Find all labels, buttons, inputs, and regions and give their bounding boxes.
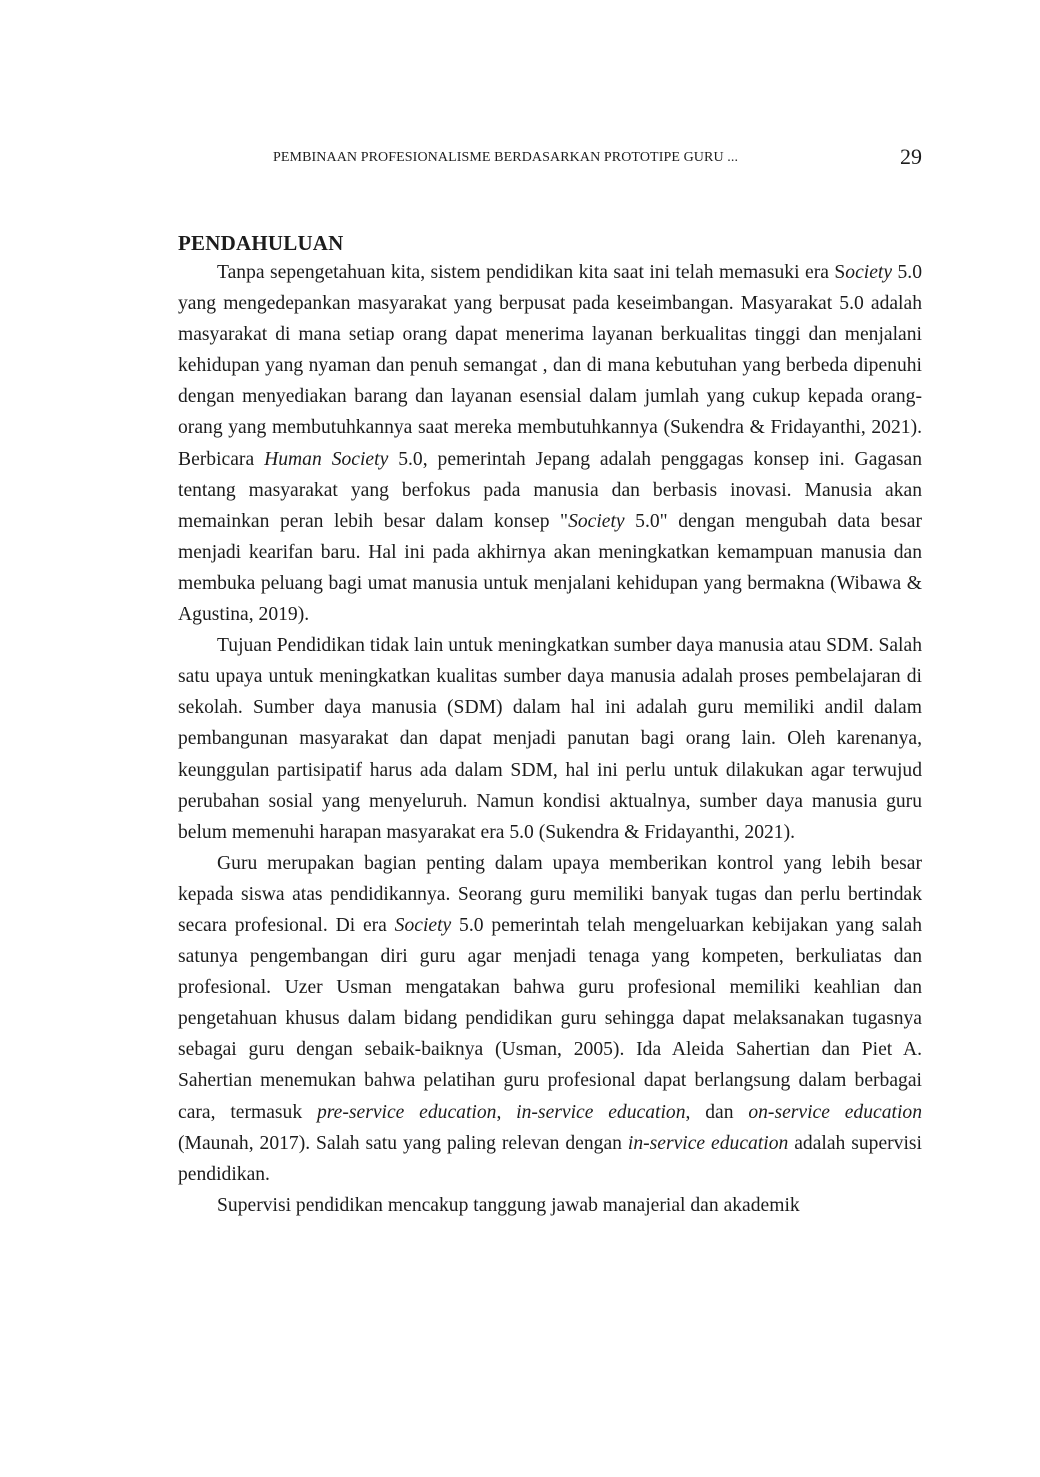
paragraph-4-text-1: Supervisi pendidikan mencakup tanggung jawab manajerial dan akademik: [217, 1194, 800, 1216]
paragraph-1-text-4: 5.0" dengan mengubah data besar menjadi kearifan baru. Hal ini pada akhirnya akan meningkatkan kemampuan manusia dan membuka peluang bagi umat manusia untuk menjalani kehidupan yang bermakna (Wibawa & Agustina, 2019).: [178, 510, 922, 626]
paragraph-3: [178, 848, 922, 1190]
paragraph-2-text-1: Tujuan Pendidikan tidak lain untuk meningkatkan sumber daya manusia atau SDM. Salah satu upaya untuk meningkatkan kualitas sumber daya manusia adalah proses pembelajaran di sekolah. Sumber daya manusia (SDM) dalam hal ini adalah guru memiliki andil dalam pembangunan masyarakat dan dapat menjadi panutan bagi orang lain. Oleh karenanya, keunggulan partisipatif harus ada dalam SDM, hal ini perlu untuk dilakukan agar terwujud perubahan sosial yang menyeluruh. Namun kondisi aktualnya, sumber daya manusia guru belum memenuhi harapan masyarakat era 5.0 (Sukendra & Fridayanthi, 2021).: [178, 635, 922, 843]
paragraph-3-text-3: ,: [496, 1101, 517, 1123]
paragraph-3-text-4: , dan: [685, 1101, 749, 1123]
paragraph-3-italic-3: in-service education: [516, 1101, 686, 1123]
paragraph-2: [178, 630, 922, 848]
paragraph-3-text-2: 5.0 pemerintah telah mengeluarkan kebijakan yang salah satunya pengembangan diri guru agar menjadi tenaga yang kompeten, berkuliatas dan profesional. Uzer Usman mengatakan bahwa guru profesional memiliki keahlian dan pengetahuan khusus dalam bidang pendidikan guru sehingga dapat melaksanakan tugasnya sebagai guru dengan sebaik-baiknya (Usman, 2005). Ida Aleida Sahertian dan Piet A. Sahertian menemukan bahwa pelatihan guru profesional dapat berlangsung dalam berbagai cara, termasuk: [178, 914, 922, 1123]
paragraph-1-italic-2: Human Society: [264, 448, 389, 470]
section-heading: PENDAHULUAN: [178, 231, 344, 255]
paragraph-3-text-6: adalah supervisi pendidikan.: [178, 1132, 922, 1185]
paragraph-4: [178, 1190, 922, 1221]
paragraph-1-text-1: Tanpa sepengetahuan kita, sistem pendidikan kita saat ini telah memasuki era S: [217, 262, 846, 283]
running-title: PEMBINAAN PROFESIONALISME BERDASARKAN PROTOTIPE GURU ...: [273, 150, 739, 165]
paragraph-3-italic-4: on-service education: [748, 1101, 923, 1123]
paragraph-3-italic-1: Society: [394, 914, 452, 936]
paragraph-3-text-1: Guru merupakan bagian penting dalam upaya memberikan kontrol yang lebih besar kepada siswa atas pendidikannya. Seorang guru memiliki banyak tugas dan perlu bertindak secara profesional. Di era: [178, 852, 922, 936]
page-number: 29: [900, 144, 922, 169]
paragraph-3-text-5: (Maunah, 2017). Salah satu yang paling relevan dengan: [178, 1132, 628, 1154]
paragraph-1-text-3: 5.0, pemerintah Jepang adalah penggagas konsep ini. Gagasan tentang masyarakat yang berfokus pada manusia dan berbasis inovasi. Manusia akan memainkan peran lebih besar dalam konsep ": [178, 448, 923, 532]
paragraph-1-italic-1: ociety: [845, 262, 893, 283]
running-header: [178, 146, 922, 176]
page-body: [178, 229, 922, 1221]
paragraph-1-italic-3: Society: [568, 510, 625, 532]
paragraph-3-italic-5: in-service education: [627, 1132, 789, 1154]
paragraph-1: [178, 257, 922, 630]
paragraph-1-text-2: 5.0 yang mengedepankan masyarakat yang berpusat pada keseimbangan. Masyarakat 5.0 adalah masyarakat di mana setiap orang dapat menerima layanan berkualitas tinggi dan menjalani kehidupan yang nyaman dan penuh semangat , dan di mana kebutuhan yang berbeda dipenuhi dengan menyediakan barang dan layanan esensial dalam jumlah yang cukup kepada orang-orang yang membutuhkannya saat mereka membutuhkannya (Sukendra & Fridayanthi, 2021). Berbicara: [178, 262, 922, 470]
paragraph-3-italic-2: pre-service education: [316, 1101, 497, 1123]
